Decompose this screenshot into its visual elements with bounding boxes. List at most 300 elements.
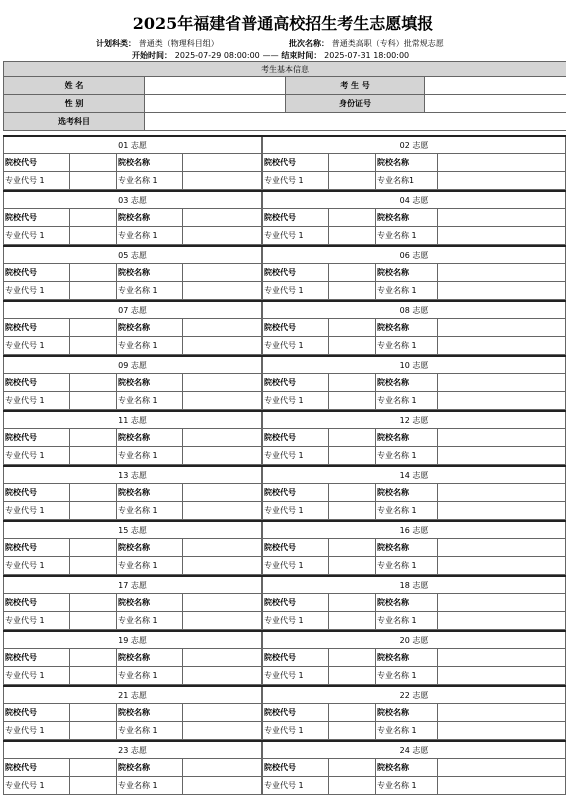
major-name-label: 专业名称 1 xyxy=(376,667,438,685)
school-name-label: 院校名称 xyxy=(376,264,438,282)
end-value: 2025-07-31 18:00:00 xyxy=(324,51,410,60)
wish-block xyxy=(262,302,566,355)
major-code-label: 专业代号 1 xyxy=(4,557,70,575)
school-name-label: 院校名称 xyxy=(376,484,438,502)
major-name-field[interactable] xyxy=(438,337,566,355)
wish-grid xyxy=(263,154,565,190)
wish-grid xyxy=(4,264,261,300)
wish-title: 02 志愿 xyxy=(263,137,565,154)
school-name-field[interactable] xyxy=(183,154,263,172)
school-code-field[interactable] xyxy=(70,484,117,502)
major-code-field[interactable] xyxy=(329,722,376,740)
wish-block xyxy=(3,192,262,245)
wish-block xyxy=(262,742,566,795)
wish-block xyxy=(262,577,566,630)
school-name-field[interactable] xyxy=(183,319,263,337)
wish-grid xyxy=(4,209,261,245)
school-name-label: 院校名称 xyxy=(117,264,183,282)
end-label: 结束时间： xyxy=(281,51,322,60)
wish-grid xyxy=(4,649,261,685)
school-code-field[interactable] xyxy=(329,484,376,502)
major-name-label: 专业名称 1 xyxy=(376,612,438,630)
major-name-field[interactable] xyxy=(438,557,566,575)
exam-no-field[interactable] xyxy=(425,77,566,95)
wish-block xyxy=(3,137,262,190)
major-name-label: 专业名称 1 xyxy=(376,227,438,245)
major-name-field[interactable] xyxy=(183,172,263,190)
major-code-field[interactable] xyxy=(329,777,376,795)
major-name-field[interactable] xyxy=(438,227,566,245)
school-code-field[interactable] xyxy=(70,154,117,172)
wish-grid xyxy=(4,759,261,795)
school-code-field[interactable] xyxy=(329,264,376,282)
school-name-label: 院校名称 xyxy=(117,154,183,172)
school-code-label: 院校代号 xyxy=(263,209,329,227)
major-name-field[interactable] xyxy=(183,722,263,740)
major-code-label: 专业代号 1 xyxy=(4,502,70,520)
major-name-label: 专业名称 1 xyxy=(117,447,183,465)
major-name-field[interactable] xyxy=(438,172,566,190)
wish-row xyxy=(3,520,566,575)
school-name-field[interactable] xyxy=(183,759,263,777)
school-code-label: 院校代号 xyxy=(4,484,70,502)
major-code-field[interactable] xyxy=(329,612,376,630)
school-code-field[interactable] xyxy=(70,759,117,777)
school-code-field[interactable] xyxy=(70,704,117,722)
wish-grid xyxy=(4,429,261,465)
school-code-label: 院校代号 xyxy=(263,154,329,172)
wish-title: 13 志愿 xyxy=(4,467,261,484)
school-name-field[interactable] xyxy=(438,484,566,502)
school-name-label: 院校名称 xyxy=(117,209,183,227)
major-code-label: 专业代号 1 xyxy=(263,612,329,630)
major-name-label: 专业名称 1 xyxy=(376,337,438,355)
major-name-label: 专业名称 1 xyxy=(376,502,438,520)
school-code-label: 院校代号 xyxy=(263,374,329,392)
major-name-field[interactable] xyxy=(438,447,566,465)
major-code-label: 专业代号 1 xyxy=(263,557,329,575)
major-code-label: 专业代号 1 xyxy=(4,392,70,410)
wish-title: 24 志愿 xyxy=(263,742,565,759)
major-name-label: 专业名称 1 xyxy=(117,282,183,300)
school-code-field[interactable] xyxy=(329,209,376,227)
major-code-field[interactable] xyxy=(70,282,117,300)
wish-row xyxy=(3,465,566,520)
batch-value: 普通类高职（专科）批常规志愿 xyxy=(331,39,444,48)
wish-block xyxy=(262,467,566,520)
wish-row xyxy=(3,410,566,465)
wish-title: 20 志愿 xyxy=(263,632,565,649)
wish-block xyxy=(3,522,262,575)
subjects-label: 选考科目 xyxy=(4,113,145,131)
wish-block xyxy=(3,632,262,685)
major-code-label: 专业代号 1 xyxy=(263,227,329,245)
major-code-label: 专业代号 1 xyxy=(4,777,70,795)
major-code-field[interactable] xyxy=(329,227,376,245)
wish-title: 21 志愿 xyxy=(4,687,261,704)
school-name-field[interactable] xyxy=(438,704,566,722)
major-code-field[interactable] xyxy=(70,172,117,190)
major-name-field[interactable] xyxy=(183,392,263,410)
major-code-label: 专业代号 1 xyxy=(4,172,70,190)
wish-grid xyxy=(263,539,565,575)
major-code-field[interactable] xyxy=(70,227,117,245)
wish-row xyxy=(3,740,566,795)
school-code-label: 院校代号 xyxy=(4,209,70,227)
major-name-label: 专业名称 1 xyxy=(117,557,183,575)
major-name-field[interactable] xyxy=(183,227,263,245)
major-name-field[interactable] xyxy=(438,777,566,795)
major-name-label: 专业名称 1 xyxy=(376,282,438,300)
school-code-label: 院校代号 xyxy=(263,759,329,777)
major-code-field[interactable] xyxy=(70,447,117,465)
school-name-field[interactable] xyxy=(438,759,566,777)
school-code-field[interactable] xyxy=(70,649,117,667)
school-code-label: 院校代号 xyxy=(263,704,329,722)
major-name-label: 专业名称 1 xyxy=(117,502,183,520)
school-name-label: 院校名称 xyxy=(376,704,438,722)
school-code-field[interactable] xyxy=(329,374,376,392)
wish-title: 15 志愿 xyxy=(4,522,261,539)
major-code-label: 专业代号 1 xyxy=(263,282,329,300)
batch-name xyxy=(289,39,444,49)
major-code-label: 专业代号 1 xyxy=(4,722,70,740)
time-range xyxy=(132,51,409,61)
major-code-label: 专业代号 1 xyxy=(263,392,329,410)
school-name-field[interactable] xyxy=(438,429,566,447)
wish-title: 03 志愿 xyxy=(4,192,261,209)
wish-block xyxy=(262,687,566,740)
school-name-label: 院校名称 xyxy=(117,539,183,557)
wish-title: 17 志愿 xyxy=(4,577,261,594)
school-code-field[interactable] xyxy=(70,539,117,557)
major-code-label: 专业代号 1 xyxy=(4,612,70,630)
wish-grid xyxy=(4,594,261,630)
school-name-label: 院校名称 xyxy=(376,539,438,557)
exam-no-label: 考 生 号 xyxy=(286,77,425,95)
school-code-label: 院校代号 xyxy=(4,539,70,557)
wish-grid xyxy=(4,539,261,575)
school-code-label: 院校代号 xyxy=(4,429,70,447)
major-name-field[interactable] xyxy=(183,612,263,630)
major-code-field[interactable] xyxy=(329,172,376,190)
wish-row xyxy=(3,190,566,245)
id-number-label: 身份证号 xyxy=(286,95,425,113)
school-code-field[interactable] xyxy=(70,319,117,337)
school-code-field[interactable] xyxy=(329,429,376,447)
major-name-label: 专业名称 1 xyxy=(376,392,438,410)
school-name-label: 院校名称 xyxy=(117,319,183,337)
school-name-label: 院校名称 xyxy=(376,374,438,392)
school-code-label: 院校代号 xyxy=(263,649,329,667)
wish-grid xyxy=(4,374,261,410)
wish-grid xyxy=(4,319,261,355)
major-name-field[interactable] xyxy=(183,667,263,685)
school-code-label: 院校代号 xyxy=(4,594,70,612)
major-code-field[interactable] xyxy=(70,557,117,575)
major-name-label: 专业名称 1 xyxy=(376,722,438,740)
start-value: 2025-07-29 08:00:00 xyxy=(174,51,260,60)
wish-block xyxy=(3,412,262,465)
school-name-label: 院校名称 xyxy=(117,374,183,392)
school-code-label: 院校代号 xyxy=(263,594,329,612)
basic-info-table xyxy=(3,61,566,131)
school-code-field[interactable] xyxy=(329,539,376,557)
gender-field[interactable] xyxy=(145,95,286,113)
school-name-field[interactable] xyxy=(183,649,263,667)
major-code-field[interactable] xyxy=(70,777,117,795)
wish-block xyxy=(3,742,262,795)
school-name-label: 院校名称 xyxy=(117,704,183,722)
major-code-field[interactable] xyxy=(329,337,376,355)
school-name-label: 院校名称 xyxy=(376,759,438,777)
wish-title: 14 志愿 xyxy=(263,467,565,484)
wish-grid xyxy=(263,264,565,300)
school-name-label: 院校名称 xyxy=(376,154,438,172)
major-name-label: 专业名称 1 xyxy=(376,447,438,465)
wish-title: 22 志愿 xyxy=(263,687,565,704)
school-name-field[interactable] xyxy=(438,264,566,282)
major-code-field[interactable] xyxy=(70,337,117,355)
wish-title: 04 志愿 xyxy=(263,192,565,209)
school-code-label: 院校代号 xyxy=(4,154,70,172)
wish-block xyxy=(3,687,262,740)
major-name-field[interactable] xyxy=(183,447,263,465)
school-code-label: 院校代号 xyxy=(263,264,329,282)
wish-row xyxy=(3,575,566,630)
school-code-field[interactable] xyxy=(329,649,376,667)
major-code-label: 专业代号 1 xyxy=(263,172,329,190)
school-code-label: 院校代号 xyxy=(4,649,70,667)
major-name-label: 专业名称 1 xyxy=(117,392,183,410)
school-code-label: 院校代号 xyxy=(263,484,329,502)
wish-grid xyxy=(4,704,261,740)
school-code-field[interactable] xyxy=(329,319,376,337)
gender-label: 性 别 xyxy=(4,95,145,113)
school-name-label: 院校名称 xyxy=(376,429,438,447)
school-code-field[interactable] xyxy=(70,209,117,227)
wish-block xyxy=(3,247,262,300)
basic-info-section-title: 考生基本信息 xyxy=(4,62,566,77)
wish-row xyxy=(3,630,566,685)
major-name-field[interactable] xyxy=(438,722,566,740)
major-code-field[interactable] xyxy=(329,392,376,410)
school-name-field[interactable] xyxy=(183,374,263,392)
major-code-field[interactable] xyxy=(329,282,376,300)
wish-grid xyxy=(263,759,565,795)
major-code-label: 专业代号 1 xyxy=(263,722,329,740)
wish-grid xyxy=(4,484,261,520)
id-number-field[interactable] xyxy=(425,95,566,113)
school-name-field[interactable] xyxy=(438,319,566,337)
major-name-label: 专业名称 1 xyxy=(117,172,183,190)
wish-title: 08 志愿 xyxy=(263,302,565,319)
start-label: 开始时间： xyxy=(132,51,172,60)
major-name-field[interactable] xyxy=(183,502,263,520)
wish-grid xyxy=(263,209,565,245)
major-code-label: 专业代号 1 xyxy=(4,447,70,465)
plan-type-label: 计划科类： xyxy=(96,39,136,48)
major-code-field[interactable] xyxy=(329,557,376,575)
major-name-field[interactable] xyxy=(183,777,263,795)
school-name-label: 院校名称 xyxy=(376,594,438,612)
school-name-label: 院校名称 xyxy=(117,484,183,502)
wish-block xyxy=(3,577,262,630)
school-code-field[interactable] xyxy=(329,594,376,612)
major-code-label: 专业代号 1 xyxy=(4,282,70,300)
major-code-label: 专业代号 1 xyxy=(4,227,70,245)
school-name-field[interactable] xyxy=(183,264,263,282)
school-code-label: 院校代号 xyxy=(4,264,70,282)
wish-grid xyxy=(263,319,565,355)
wish-block xyxy=(262,522,566,575)
major-code-field[interactable] xyxy=(329,667,376,685)
school-code-label: 院校代号 xyxy=(263,539,329,557)
wish-block xyxy=(262,357,566,410)
school-name-field[interactable] xyxy=(183,209,263,227)
school-name-field[interactable] xyxy=(183,429,263,447)
wish-row xyxy=(3,685,566,740)
major-name-field[interactable] xyxy=(183,282,263,300)
major-name-label: 专业名称 1 xyxy=(117,722,183,740)
wish-row xyxy=(3,300,566,355)
major-code-field[interactable] xyxy=(70,667,117,685)
wish-block xyxy=(262,192,566,245)
wish-title: 06 志愿 xyxy=(263,247,565,264)
wish-row xyxy=(3,355,566,410)
wish-grid xyxy=(263,594,565,630)
school-name-label: 院校名称 xyxy=(117,759,183,777)
school-code-field[interactable] xyxy=(70,264,117,282)
major-name-field[interactable] xyxy=(183,337,263,355)
school-code-field[interactable] xyxy=(70,594,117,612)
school-name-field[interactable] xyxy=(438,539,566,557)
school-code-field[interactable] xyxy=(70,429,117,447)
major-name-label: 专业名称 1 xyxy=(376,777,438,795)
school-code-field[interactable] xyxy=(70,374,117,392)
major-code-field[interactable] xyxy=(70,392,117,410)
wish-row xyxy=(3,245,566,300)
wish-title: 18 志愿 xyxy=(263,577,565,594)
school-name-label: 院校名称 xyxy=(117,594,183,612)
major-code-label: 专业代号 1 xyxy=(263,447,329,465)
school-name-label: 院校名称 xyxy=(117,649,183,667)
subjects-field[interactable] xyxy=(145,113,566,131)
time-separator: —— xyxy=(262,51,279,60)
school-name-field[interactable] xyxy=(438,374,566,392)
major-name-label: 专业名称 1 xyxy=(376,557,438,575)
wish-grid xyxy=(263,704,565,740)
wish-block xyxy=(3,357,262,410)
major-name-label: 专业名称 1 xyxy=(117,612,183,630)
document-title: 2025年福建省普通高校招生考生志愿填报 xyxy=(132,14,434,33)
plan-type xyxy=(96,39,219,49)
plan-type-value: 普通类（物理科目组） xyxy=(138,39,219,48)
major-code-label: 专业代号 1 xyxy=(4,337,70,355)
wish-block xyxy=(3,467,262,520)
wish-title: 05 志愿 xyxy=(4,247,261,264)
wish-title: 01 志愿 xyxy=(4,137,261,154)
major-name-field[interactable] xyxy=(438,392,566,410)
wish-title: 12 志愿 xyxy=(263,412,565,429)
major-name-label: 专业名称1 xyxy=(376,172,438,190)
school-code-label: 院校代号 xyxy=(4,319,70,337)
major-name-label: 专业名称 1 xyxy=(117,667,183,685)
school-name-label: 院校名称 xyxy=(376,649,438,667)
wish-title: 16 志愿 xyxy=(263,522,565,539)
school-name-field[interactable] xyxy=(438,154,566,172)
major-name-field[interactable] xyxy=(438,502,566,520)
major-code-field[interactable] xyxy=(329,447,376,465)
wish-block xyxy=(3,302,262,355)
name-field[interactable] xyxy=(145,77,286,95)
school-code-label: 院校代号 xyxy=(4,704,70,722)
wish-grid xyxy=(263,484,565,520)
school-name-field[interactable] xyxy=(438,649,566,667)
major-name-label: 专业名称 1 xyxy=(117,777,183,795)
wish-row xyxy=(3,135,566,190)
school-code-label: 院校代号 xyxy=(4,759,70,777)
school-name-field[interactable] xyxy=(183,539,263,557)
school-code-field[interactable] xyxy=(329,704,376,722)
wish-block xyxy=(262,412,566,465)
major-code-field[interactable] xyxy=(70,612,117,630)
wish-title: 07 志愿 xyxy=(4,302,261,319)
school-name-field[interactable] xyxy=(183,484,263,502)
school-name-label: 院校名称 xyxy=(117,429,183,447)
school-code-label: 院校代号 xyxy=(263,429,329,447)
major-code-label: 专业代号 1 xyxy=(263,667,329,685)
major-name-field[interactable] xyxy=(438,667,566,685)
school-name-field[interactable] xyxy=(183,704,263,722)
school-code-label: 院校代号 xyxy=(263,319,329,337)
school-name-field[interactable] xyxy=(183,594,263,612)
major-code-label: 专业代号 1 xyxy=(263,337,329,355)
wish-grid xyxy=(263,429,565,465)
major-name-field[interactable] xyxy=(183,557,263,575)
name-label: 姓 名 xyxy=(4,77,145,95)
wish-title: 10 志愿 xyxy=(263,357,565,374)
batch-label: 批次名称： xyxy=(289,39,329,48)
wish-block xyxy=(262,247,566,300)
school-name-field[interactable] xyxy=(438,209,566,227)
major-code-label: 专业代号 1 xyxy=(263,777,329,795)
school-code-label: 院校代号 xyxy=(4,374,70,392)
major-name-field[interactable] xyxy=(438,612,566,630)
school-code-field[interactable] xyxy=(329,154,376,172)
school-name-label: 院校名称 xyxy=(376,209,438,227)
major-code-label: 专业代号 1 xyxy=(4,667,70,685)
major-name-label: 专业名称 1 xyxy=(117,337,183,355)
major-name-field[interactable] xyxy=(438,282,566,300)
major-code-field[interactable] xyxy=(70,502,117,520)
school-name-label: 院校名称 xyxy=(376,319,438,337)
wish-grid xyxy=(263,374,565,410)
major-code-field[interactable] xyxy=(70,722,117,740)
major-code-label: 专业代号 1 xyxy=(263,502,329,520)
wish-title: 23 志愿 xyxy=(4,742,261,759)
wish-grid xyxy=(263,649,565,685)
wish-title: 19 志愿 xyxy=(4,632,261,649)
wish-title: 11 志愿 xyxy=(4,412,261,429)
major-name-label: 专业名称 1 xyxy=(117,227,183,245)
school-name-field[interactable] xyxy=(438,594,566,612)
wish-grid xyxy=(4,154,261,190)
wish-block xyxy=(262,137,566,190)
wish-block xyxy=(262,632,566,685)
major-code-field[interactable] xyxy=(329,502,376,520)
school-code-field[interactable] xyxy=(329,759,376,777)
